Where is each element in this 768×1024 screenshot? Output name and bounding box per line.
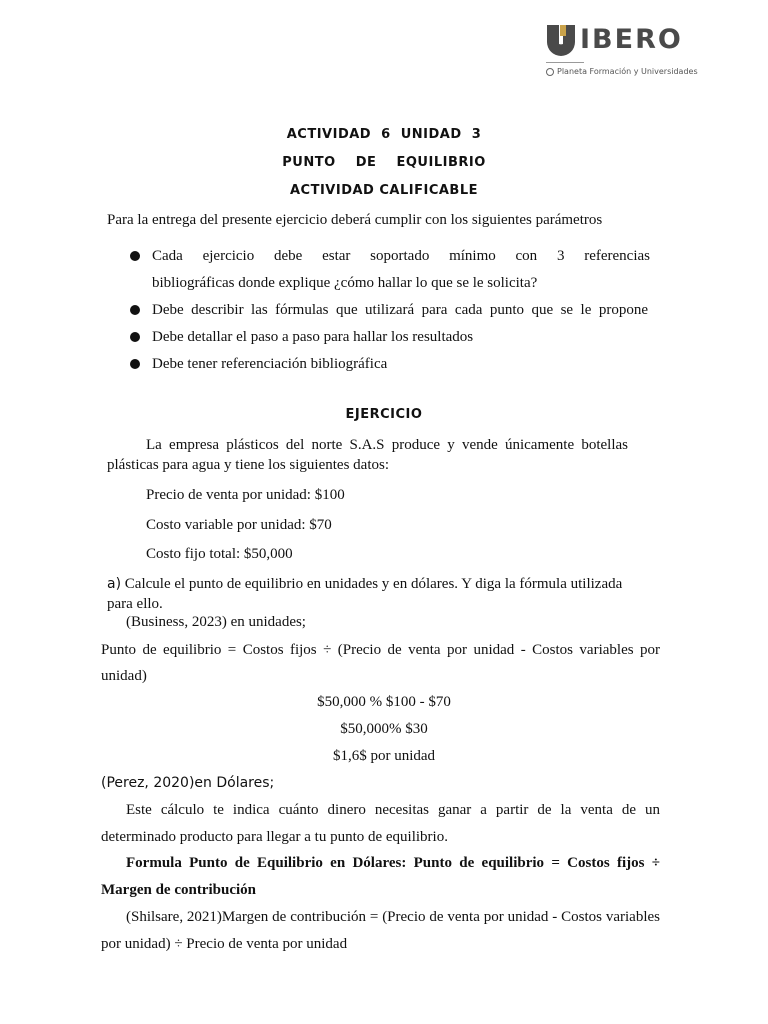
bullet-1-line-1: Cada ejercicio debe estar soportado mínimo con 3 referencias [152,248,650,264]
logo-subtitle [546,67,698,76]
globe-icon [546,68,554,76]
question-a-prefix: a) [107,576,122,592]
reference-perez-line [101,774,274,792]
heading-topic: PUNTO DE EQUILIBRIO [282,155,486,170]
reference-business: (Business, 2023) en unidades; [126,614,306,630]
dollar-formula-line-2: Margen de contribución [101,882,256,898]
ibero-shield-icon [546,24,576,56]
question-a-line-1 [107,575,622,593]
explanation-line-2: determinado producto para llegar a tu punto de equilibrio. [101,829,448,845]
reference-perez-suffix: en Dólares; [194,775,275,791]
calc-step-2: $50,000% $30 [340,721,428,737]
bullet-dot [130,305,140,315]
bullet-dot [130,359,140,369]
ibero-logo [546,24,698,82]
formula-line-1: Punto de equilibrio = Costos fijos ÷ (Precio de venta por unidad - Costos variables por [101,642,660,658]
exercise-p1-line-2: plásticas para agua y tiene los siguientes datos: [107,457,390,473]
question-a-line-2: para ello. [107,596,163,612]
explanation-line-1: Este cálculo te indica cuánto dinero necesitas ganar a partir de la venta de un [126,802,660,818]
exercise-title: EJERCICIO [345,407,423,422]
calc-step-1: $50,000 % $100 - $70 [317,694,451,710]
bullet-3: Debe detallar el paso a paso para hallar los resultados [152,329,474,345]
reference-perez: (Perez, 2020) [101,775,195,791]
bullet-2: Debe describir las fórmulas que utilizará para cada punto que se le propone [152,302,648,318]
formula-line-2: unidad) [101,668,147,684]
bullet-4: Debe tener referenciación bibliográfica [152,356,388,372]
price-per-unit: Precio de venta por unidad: $100 [146,487,345,503]
calc-result: $1,6$ por unidad [332,748,436,764]
fixed-cost: Costo fijo total: $50,000 [146,546,293,562]
question-a-text: Calcule el punto de equilibrio en unidades y en dólares. Y diga la fórmula utilizada [124,576,623,592]
logo-subtitle-text: Planeta Formación y Universidades [557,67,698,76]
logo-divider [546,62,584,63]
bullet-dot [130,332,140,342]
margin-formula-line-2: por unidad) ÷ Precio de venta por unidad [101,936,348,952]
logo-brand: IBERO [580,24,683,55]
variable-cost: Costo variable por unidad: $70 [146,517,332,533]
dollar-formula-line-1: Formula Punto de Equilibrio en Dólares: Punto de equilibrio = Costos fijos ÷ [126,855,660,871]
bullet-dot [130,251,140,261]
heading-activity: ACTIVIDAD 6 UNIDAD 3 [286,127,482,142]
heading-gradable: ACTIVIDAD CALIFICABLE [290,183,478,198]
exercise-p1-line-1: La empresa plásticos del norte S.A.S produce y vende únicamente botellas [146,437,628,453]
margin-formula-line-1: (Shilsare, 2021)Margen de contribución = (Precio de venta por unidad - Costos variables [126,909,660,925]
bullet-1-line-2: bibliográficas donde explique ¿cómo hallar lo que se le solicita? [152,275,538,291]
intro-paragraph: Para la entrega del presente ejercicio deberá cumplir con los siguientes parámetros [107,212,603,228]
